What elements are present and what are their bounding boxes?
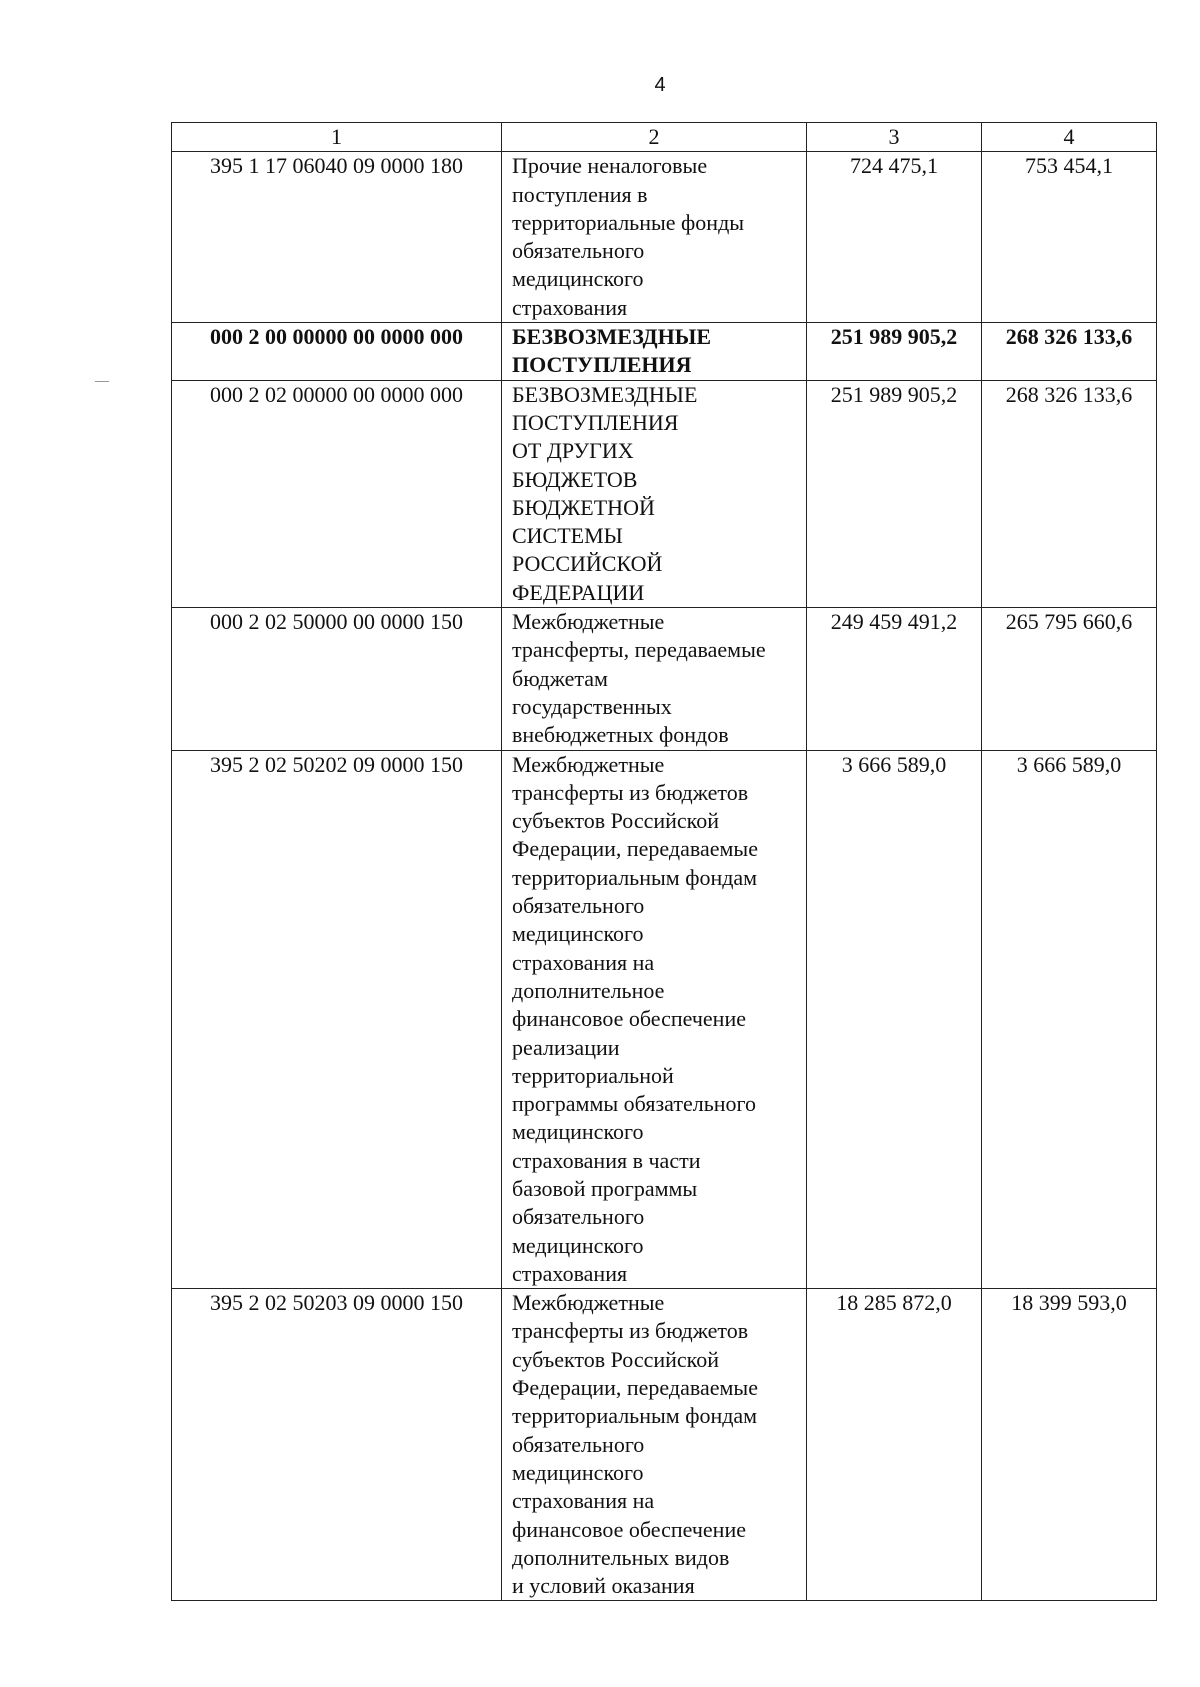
table-row <box>172 1289 1157 1601</box>
classification-code: 000 2 00 00000 00 0000 000 <box>172 323 502 381</box>
value-column-4: 268 326 133,6 <box>982 323 1157 381</box>
classification-code: 395 2 02 50203 09 0000 150 <box>172 1289 502 1601</box>
row-description: Межбюджетные трансферты из бюджетов субъектов Российской Федерации, передаваемые территориальным фондам обязательного медицинского страхования на финансовое обеспечение дополнительных видов и условий оказания <box>512 1290 758 1599</box>
table-row <box>172 152 1157 323</box>
value-column-4: 268 326 133,6 <box>982 380 1157 607</box>
value-column-3: 18 285 872,0 <box>807 1289 982 1601</box>
row-description: БЕЗВОЗМЕЗДНЫЕ ПОСТУПЛЕНИЯ <box>512 324 711 378</box>
table-header-row <box>172 123 1157 152</box>
value-column-4: 753 454,1 <box>982 152 1157 323</box>
row-description: БЕЗВОЗМЕЗДНЫЕ ПОСТУПЛЕНИЯ ОТ ДРУГИХ БЮДЖЕТОВ БЮДЖЕТНОЙ СИСТЕМЫ РОССИЙСКОЙ ФЕДЕРАЦИИ <box>512 381 698 605</box>
classification-code: 395 2 02 50202 09 0000 150 <box>172 750 502 1289</box>
margin-mark <box>95 381 109 382</box>
table-row <box>172 608 1157 750</box>
value-column-4: 265 795 660,6 <box>982 608 1157 750</box>
value-column-4: 3 666 589,0 <box>982 750 1157 1289</box>
classification-code: 000 2 02 00000 00 0000 000 <box>172 380 502 607</box>
column-header: 3 <box>807 123 982 152</box>
value-column-4: 18 399 593,0 <box>982 1289 1157 1601</box>
budget-table <box>171 122 1157 1601</box>
column-header: 4 <box>982 123 1157 152</box>
value-column-3: 249 459 491,2 <box>807 608 982 750</box>
row-description: Межбюджетные трансферты, передаваемые бюджетам государственных внебюджетных фондов <box>512 609 766 748</box>
value-column-3: 3 666 589,0 <box>807 750 982 1289</box>
column-header: 2 <box>502 123 807 152</box>
classification-code: 000 2 02 50000 00 0000 150 <box>172 608 502 750</box>
row-description: Межбюджетные трансферты из бюджетов субъектов Российской Федерации, передаваемые территориальным фондам обязательного медицинского страхования на дополнительное финансовое обеспечение реализации территориальной программы обязательного медицинского страхования в части базовой программы обязательного медицинского страхования <box>512 751 758 1286</box>
value-column-3: 251 989 905,2 <box>807 380 982 607</box>
value-column-3: 251 989 905,2 <box>807 323 982 381</box>
table-row <box>172 323 1157 381</box>
column-header: 1 <box>172 123 502 152</box>
table-row <box>172 380 1157 607</box>
classification-code: 395 1 17 06040 09 0000 180 <box>172 152 502 323</box>
page-number: 4 <box>654 74 666 96</box>
row-description: Прочие неналоговые поступления в территориальные фонды обязательного медицинского страхования <box>512 153 745 320</box>
value-column-3: 724 475,1 <box>807 152 982 323</box>
table-row <box>172 750 1157 1289</box>
